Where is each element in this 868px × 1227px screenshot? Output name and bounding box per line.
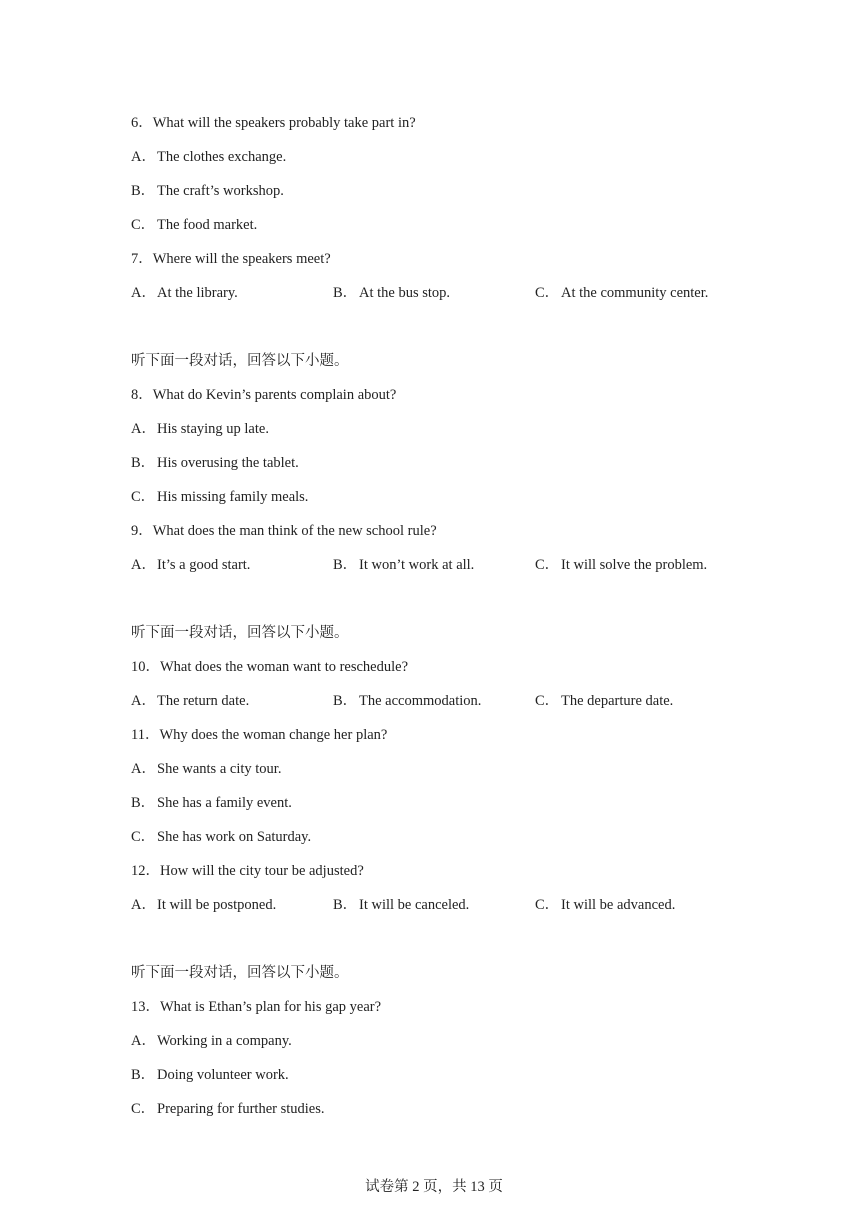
option-letter: B．	[333, 285, 358, 301]
question-stem: 12．How will the city tour be adjusted?	[131, 863, 364, 879]
option-row	[131, 692, 751, 710]
option-text: It’s a good start.	[157, 557, 251, 573]
option-text: His missing family meals.	[157, 489, 309, 505]
answer-option	[131, 1100, 325, 1118]
option-row	[131, 284, 751, 302]
option-text: It will be postponed.	[157, 897, 277, 913]
option-letter: C．	[535, 285, 560, 301]
question-stem: 11．Why does the woman change her plan?	[131, 727, 388, 743]
option-text: She has a family event.	[157, 795, 292, 811]
answer-option	[535, 896, 675, 914]
option-text: At the community center.	[561, 285, 709, 301]
option-text: The food market.	[157, 217, 258, 233]
option-letter: B．	[131, 795, 156, 811]
option-text: It will be canceled.	[359, 897, 470, 913]
option-letter: A．	[131, 1033, 156, 1049]
option-letter: C．	[535, 693, 560, 709]
section-instruction: 听下面一段对话，回答以下小题。	[131, 625, 349, 641]
option-text: The return date.	[157, 693, 250, 709]
option-letter: B．	[131, 183, 156, 199]
option-letter: A．	[131, 285, 156, 301]
answer-option	[131, 420, 269, 438]
option-text: The accommodation.	[359, 693, 482, 709]
option-text: The clothes exchange.	[157, 149, 287, 165]
question-stem: 6．What will the speakers probably take part in?	[131, 115, 416, 131]
answer-option	[333, 896, 469, 914]
question-stem: 9．What does the man think of the new school rule?	[131, 523, 437, 539]
section-instruction: 听下面一段对话，回答以下小题。	[131, 965, 349, 981]
option-text: At the library.	[157, 285, 238, 301]
answer-option	[333, 284, 450, 302]
option-letter: B．	[333, 897, 358, 913]
answer-option	[535, 556, 707, 574]
section-instruction: 听下面一段对话，回答以下小题。	[131, 353, 349, 369]
option-text: Preparing for further studies.	[157, 1101, 325, 1117]
answer-option	[535, 284, 708, 302]
option-text: The craft’s workshop.	[157, 183, 284, 199]
answer-option	[131, 828, 311, 846]
page-footer: 试卷第 2 页，共 13 页	[365, 1179, 503, 1195]
option-letter: A．	[131, 421, 156, 437]
answer-option	[333, 556, 474, 574]
answer-option	[131, 556, 250, 574]
option-letter: C．	[131, 489, 156, 505]
answer-option	[131, 794, 292, 812]
option-row	[131, 556, 751, 574]
option-letter: A．	[131, 761, 156, 777]
option-text: Doing volunteer work.	[157, 1067, 289, 1083]
answer-option	[131, 1032, 292, 1050]
answer-option	[131, 284, 238, 302]
option-letter: C．	[535, 897, 560, 913]
option-letter: C．	[535, 557, 560, 573]
option-letter: A．	[131, 557, 156, 573]
option-text: His overusing the tablet.	[157, 455, 299, 471]
question-stem: 7．Where will the speakers meet?	[131, 251, 331, 267]
option-text: It will solve the problem.	[561, 557, 708, 573]
option-letter: A．	[131, 897, 156, 913]
option-letter: C．	[131, 829, 156, 845]
option-text: Working in a company.	[157, 1033, 292, 1049]
question-stem: 10．What does the woman want to reschedule?	[131, 659, 409, 675]
option-text: She wants a city tour.	[157, 761, 282, 777]
option-text: It will be advanced.	[561, 897, 676, 913]
answer-option	[131, 488, 308, 506]
answer-option	[131, 1066, 289, 1084]
answer-option	[333, 692, 481, 710]
answer-option	[131, 454, 299, 472]
option-letter: C．	[131, 217, 156, 233]
option-text: The departure date.	[561, 693, 674, 709]
option-letter: B．	[333, 557, 358, 573]
option-letter: B．	[131, 1067, 156, 1083]
answer-option	[131, 216, 257, 234]
answer-option	[535, 692, 673, 710]
option-letter: A．	[131, 149, 156, 165]
question-stem: 13．What is Ethan’s plan for his gap year?	[131, 999, 382, 1015]
answer-option	[131, 148, 286, 166]
question-stem: 8．What do Kevin’s parents complain about?	[131, 387, 397, 403]
answer-option	[131, 692, 249, 710]
option-text: It won’t work at all.	[359, 557, 475, 573]
option-letter: B．	[333, 693, 358, 709]
option-text: His staying up late.	[157, 421, 269, 437]
answer-option	[131, 760, 281, 778]
option-text: At the bus stop.	[359, 285, 451, 301]
option-letter: B．	[131, 455, 156, 471]
option-letter: A．	[131, 693, 156, 709]
option-row	[131, 896, 751, 914]
option-letter: C．	[131, 1101, 156, 1117]
option-text: She has work on Saturday.	[157, 829, 312, 845]
answer-option	[131, 896, 276, 914]
answer-option	[131, 182, 284, 200]
